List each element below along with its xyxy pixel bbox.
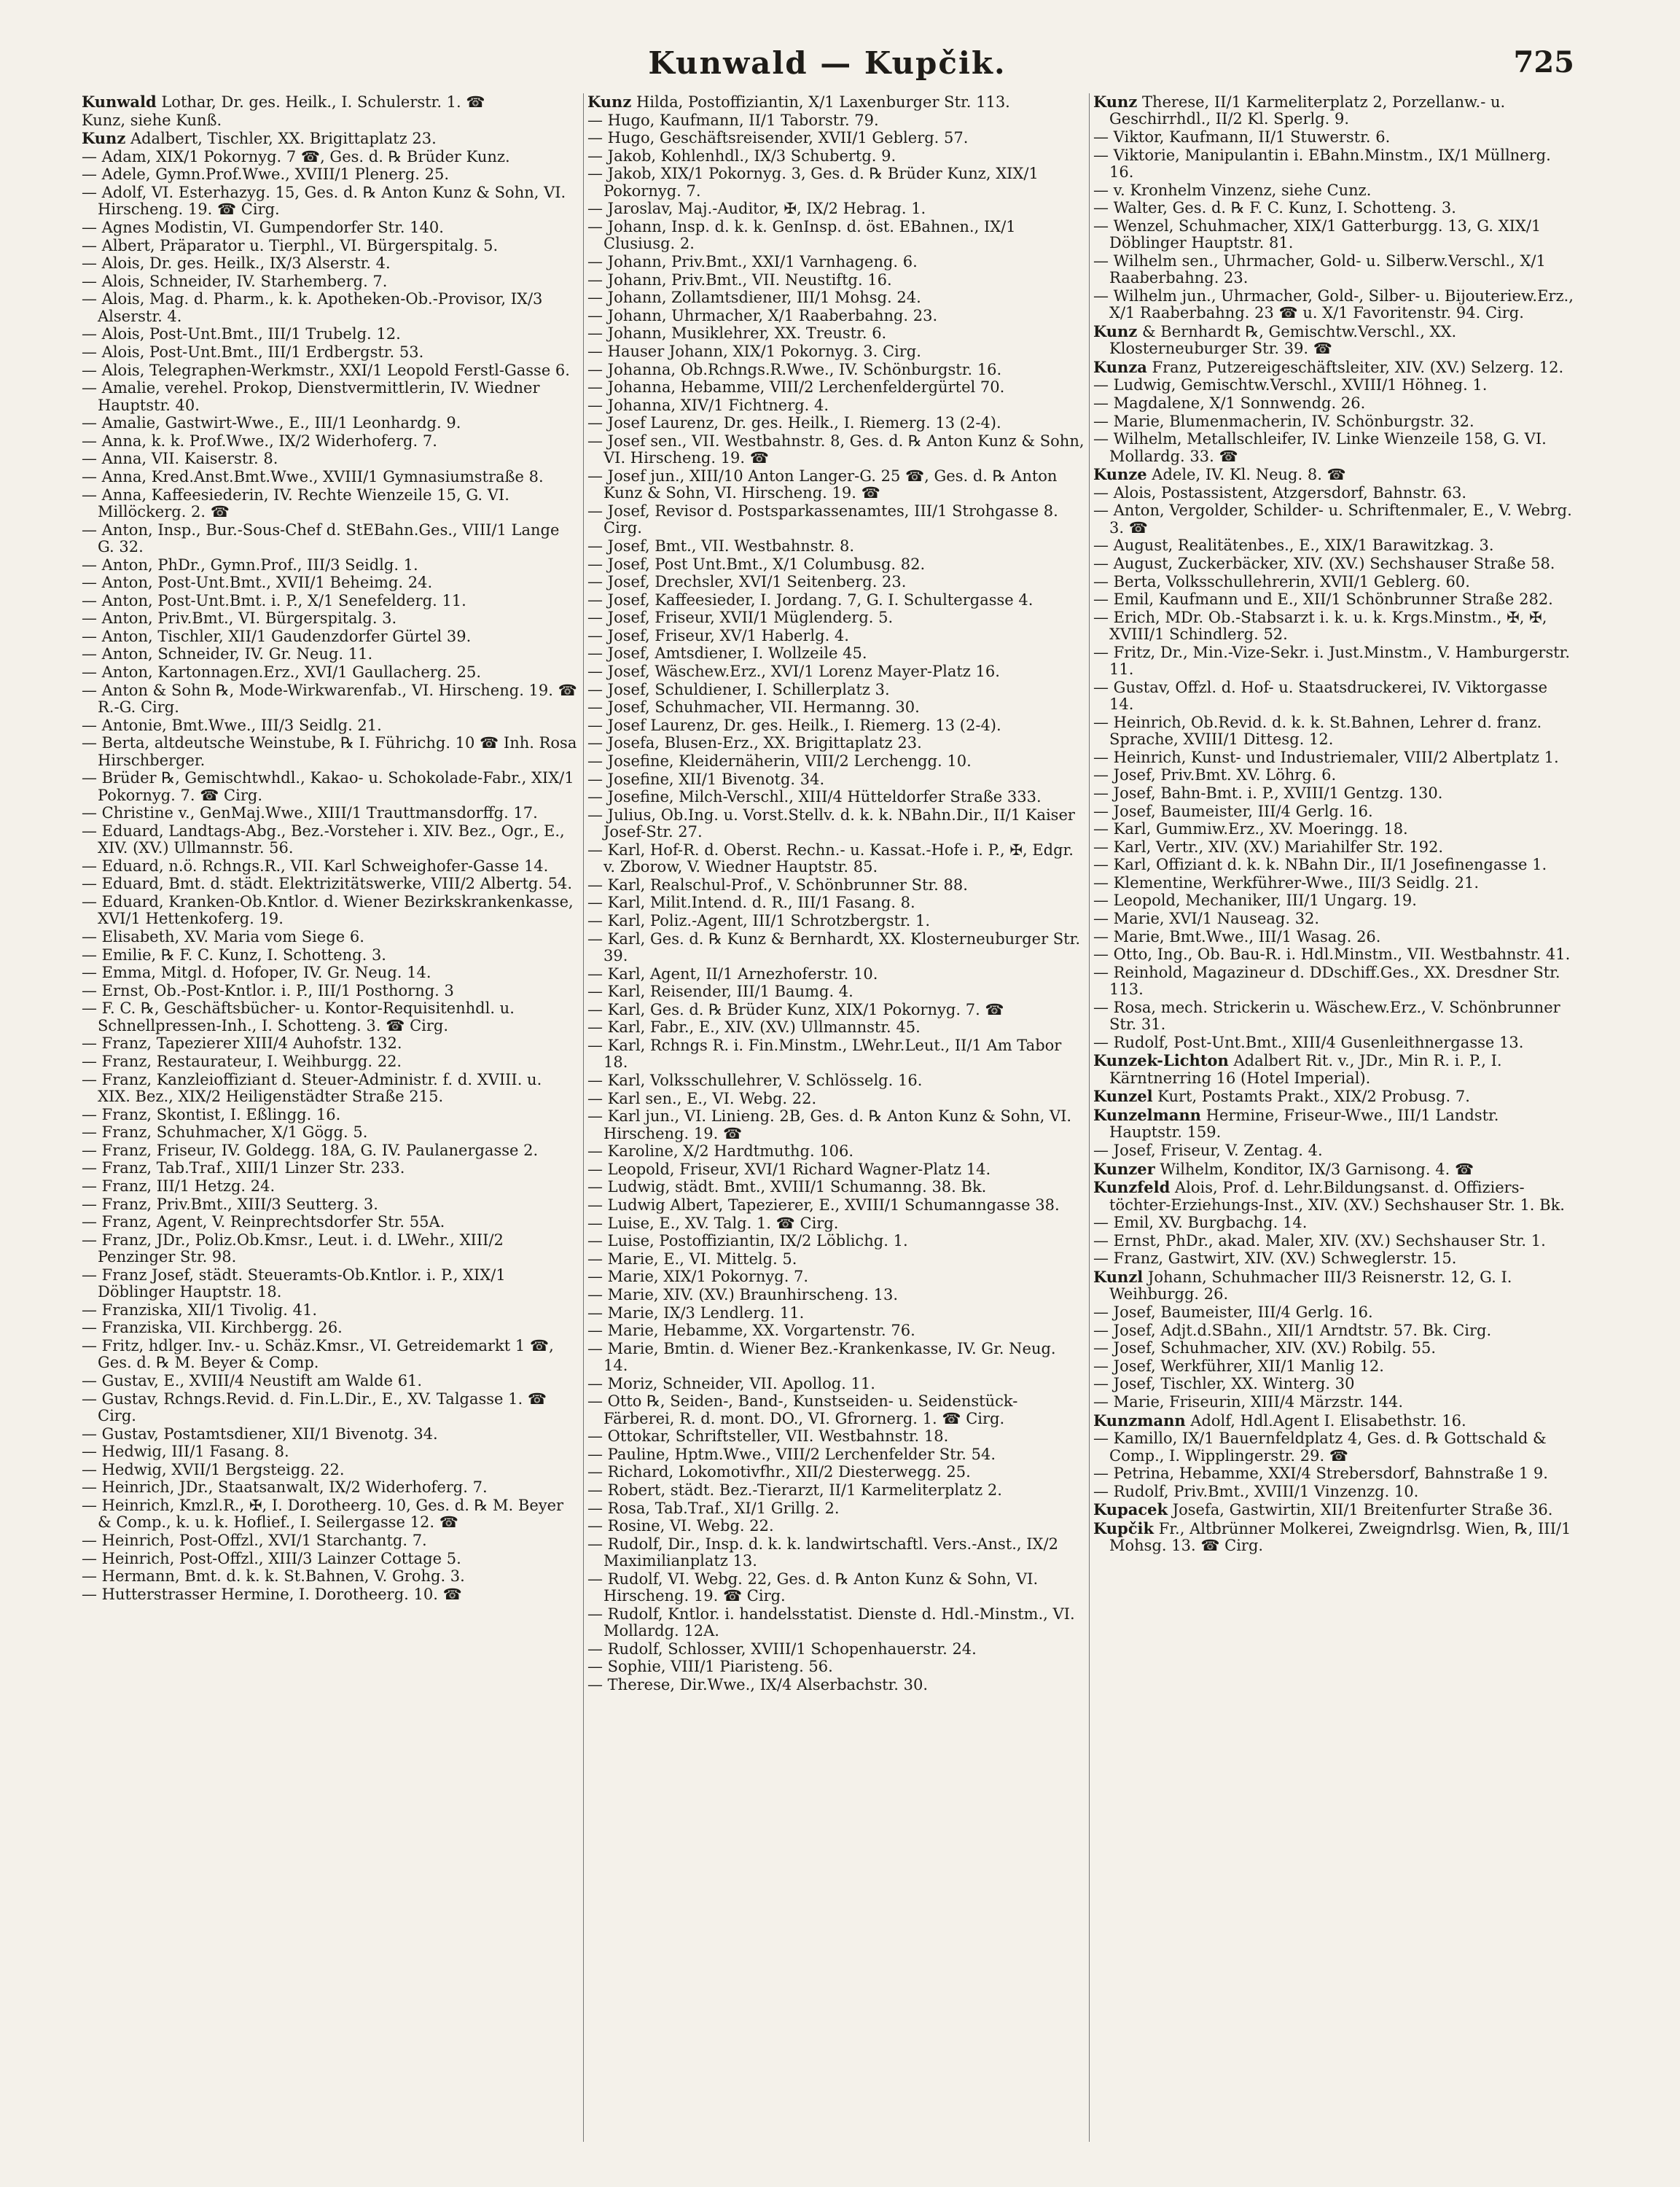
directory-entry: — Rudolf, Kntlor. i. handelsstatist. Dienste d. Hdl.-Minstm., VI. Mollardg. 12A. (587, 1605, 1075, 1640)
directory-entry: — Franz, Schuhmacher, X/1 Gögg. 5. (82, 1123, 368, 1142)
directory-entry: — Karl, Agent, II/1 Arnezhoferstr. 10. (587, 964, 878, 983)
directory-entry: Kunwald Lothar, Dr. ges. Heilk., I. Schulerstr. 1. ☎ (82, 93, 485, 111)
directory-entry: — Alois, Schneider, IV. Starhemberg. 7. (82, 272, 388, 290)
directory-entry: — Reinhold, Magazineur d. DDschiff.Ges., XX. Dresdner Str. 113. (1093, 963, 1560, 999)
directory-entry: — F. C. ℞, Geschäftsbücher- u. Kontor-Requisitenhdl. u. Schnellpressen-Inh., I. Schotteng. 3. ☎ Cirg. (82, 999, 515, 1034)
directory-entry: — Karl, Ges. d. ℞ Brüder Kunz, XIX/1 Pokornyg. 7. ☎ (587, 1000, 1004, 1018)
directory-entry: — Walter, Ges. d. ℞ F. C. Kunz, I. Schotteng. 3. (1093, 199, 1456, 217)
directory-entry: — Robert, städt. Bez.-Tierarzt, II/1 Karmeliterplatz 2. (587, 1481, 1002, 1500)
directory-entry: — Alois, Dr. ges. Heilk., IX/3 Alserstr. 4. (82, 254, 391, 273)
directory-entry: — Marie, XVI/1 Nauseag. 32. (1093, 910, 1320, 928)
directory-entry: — Karl, Offiziant d. k. k. NBahn Dir., II/1 Josefinengasse 1. (1093, 856, 1547, 874)
directory-entry: — Alois, Postassistent, Atzgersdorf, Bahnstr. 63. (1093, 483, 1467, 502)
directory-entry: — Fritz, Dr., Min.-Vize-Sekr. i. Just.Minstm., V. Hamburgerstr. 11. (1093, 643, 1571, 679)
directory-entry: — Karl, Poliz.-Agent, III/1 Schrotzbergstr. 1. (587, 912, 931, 929)
directory-entry: — Josef, Baumeister, III/4 Gerlg. 16. (1093, 802, 1373, 820)
directory-entry: — Marie, Hebamme, XX. Vorgartenstr. 76. (587, 1322, 915, 1340)
directory-entry: — Franz, JDr., Poliz.Ob.Kmsr., Leut. i. d. LWehr., XIII/2 Penzinger Str. 98. (82, 1231, 504, 1266)
directory-entry: — Marie, Blumenmacherin, IV. Schönburgstr. 32. (1093, 412, 1474, 430)
directory-entry: Kunzfeld Alois, Prof. d. Lehr.Bildungsanst. d. Offiziers-töchter-Erziehungs-Inst., XIV. (XV.) Sechshauser Str. 1. Bk. (1093, 1178, 1565, 1214)
directory-entry: — Rudolf, Dir., Insp. d. k. k. landwirtschaftl. Vers.-Anst., IX/2 Maximilianplatz 13. (587, 1535, 1058, 1570)
directory-entry: — Emma, Mitgl. d. Hofoper, IV. Gr. Neug. 14. (82, 964, 431, 982)
directory-entry: — Johann, Priv.Bmt., XXI/1 Varnhageng. 6. (587, 252, 918, 270)
directory-entry: — Anton, Post-Unt.Bmt., XVII/1 Beheimg. 24. (82, 574, 433, 592)
directory-entry: — Josef, Tischler, XX. Winterg. 30 (1093, 1375, 1355, 1393)
directory-entry: — Anton, Insp., Bur.-Sous-Chef d. StEBahn.Ges., VIII/1 Lange G. 32. (82, 521, 560, 555)
directory-entry: — Wilhelm jun., Uhrmacher, Gold-, Silber- u. Bijouteriew.Erz., X/1 Raaberbahng. 23 ☎ u. X/1 Favoritenstr. 94. Cirg. (1093, 286, 1574, 322)
directory-entry: — Franz, Friseur, IV. Goldegg. 18A, G. IV. Paulanergasse 2. (82, 1141, 539, 1159)
directory-entry: Kunz Hilda, Postoffiziantin, X/1 Laxenburger Str. 113. (587, 93, 1010, 111)
directory-entry: — Josef, Priv.Bmt. XV. Löhrg. 6. (1093, 766, 1337, 784)
directory-entry: — Franz, Priv.Bmt., XIII/3 Seutterg. 3. (82, 1195, 378, 1213)
directory-entry: Kunzel Kurt, Postamts Prakt., XIX/2 Probusg. 7. (1093, 1087, 1470, 1106)
directory-entry: — Anna, k. k. Prof.Wwe., IX/2 Widerhoferg. 7. (82, 432, 437, 450)
directory-entry: — Gustav, Postamtsdiener, XII/1 Bivenotg. 34. (82, 1424, 438, 1443)
directory-entry: — Marie, Bmtin. d. Wiener Bez.-Krankenkasse, IV. Gr. Neug. 14. (587, 1339, 1056, 1375)
directory-entry: — Johann, Insp. d. k. k. GenInsp. d. öst. EBahnen., IX/1 Clusiusg. 2. (587, 217, 1016, 253)
directory-entry: — Jakob, Kohlenhdl., IX/3 Schubertg. 9. (587, 147, 896, 165)
directory-entry: — v. Kronhelm Vinzenz, siehe Cunz. (1093, 181, 1372, 199)
directory-entry: — Johann, Priv.Bmt., VII. Neustiftg. 16. (587, 270, 892, 289)
directory-entry: — Josef, Kaffeesieder, I. Jordang. 7, G. I. Schultergasse 4. (587, 590, 1034, 609)
directory-entry: — Josefa, Blusen-Erz., XX. Brigittaplatz 23. (587, 734, 922, 752)
directory-entry: — Josef Laurenz, Dr. ges. Heilk., I. Riemerg. 13 (2-4). (587, 716, 1001, 734)
directory-entry: — Karl, Rchngs R. i. Fin.Minstm., LWehr.Leut., II/1 Am Tabor 18. (587, 1036, 1062, 1072)
directory-entry: — Josef, Post Unt.Bmt., X/1 Columbusg. 82. (587, 555, 926, 573)
directory-entry: — Josef, Schuhmacher, XIV. (XV.) Robilg. 55. (1093, 1339, 1437, 1357)
directory-entry: — Wenzel, Schuhmacher, XIX/1 Gatterburgg. 13, G. XIX/1 Döblinger Hauptstr. 81. (1093, 217, 1542, 252)
directory-entry: — Brüder ℞, Gemischtwhdl., Kakao- u. Schokolade-Fabr., XIX/1 Pokornyg. 7. ☎ Cirg. (82, 769, 574, 804)
directory-entry: — Ludwig, städt. Bmt., XVIII/1 Schumanng. 38. Bk. (587, 1178, 987, 1196)
directory-entry: — Emil, XV. Burgbachg. 14. (1093, 1214, 1308, 1232)
page-number: 725 (1513, 45, 1574, 79)
directory-entry: — Amalie, Gastwirt-Wwe., E., III/1 Leonhardg. 9. (82, 414, 461, 432)
directory-entry: — Heinrich, Post-Offzl., XVI/1 Starchantg. 7. (82, 1531, 427, 1549)
directory-entry: — Petrina, Hebamme, XXI/4 Strebersdorf, Bahnstraße 1 9. (1093, 1465, 1548, 1483)
directory-entry: Kunz, siehe Kunß. (82, 111, 222, 129)
directory-entry: — Marie, Friseurin, XIII/4 Märzstr. 144. (1093, 1392, 1404, 1411)
directory-entry: — Erich, MDr. Ob.-Stabsarzt i. k. u. k. Krgs.Minstm., ✠, ✠, XVIII/1 Schindlerg. 52. (1093, 608, 1547, 644)
directory-entry: — Fritz, hdlger. Inv.- u. Schäz.Kmsr., VI. Getreidemarkt 1 ☎, Ges. d. ℞ M. Beyer & Comp. (82, 1336, 554, 1372)
directory-entry: — Heinrich, JDr., Staatsanwalt, IX/2 Widerhoferg. 7. (82, 1478, 488, 1497)
directory-entry: — Franz, Restaurateur, I. Weihburgg. 22. (82, 1053, 402, 1070)
directory-entry: — Johanna, Hebamme, VIII/2 Lerchenfeldergürtel 70. (587, 378, 1005, 397)
directory-entry: — Anton, Post-Unt.Bmt. i. P., X/1 Senefelderg. 11. (82, 591, 466, 609)
directory-entry: Kupacek Josefa, Gastwirtin, XII/1 Breitenfurter Straße 36. (1093, 1500, 1553, 1519)
directory-entry: — Hermann, Bmt. d. k. k. St.Bahnen, V. Grohg. 3. (82, 1567, 465, 1586)
directory-entry: — Anna, Kaffeesiederin, IV. Rechte Wienzeile 15, G. VI. Millöckerg. 2. ☎ (82, 486, 509, 521)
directory-entry: — Franz, Skontist, I. Eßlingg. 16. (82, 1105, 341, 1123)
directory-entry: Kunz Adalbert, Tischler, XX. Brigittaplatz 23. (82, 129, 437, 148)
directory-entry: — Heinrich, Post-Offzl., XIII/3 Lainzer Cottage 5. (82, 1549, 461, 1567)
directory-entry: — Josef, Baumeister, III/4 Gerlg. 16. (1093, 1303, 1373, 1321)
directory-entry: — Anton, PhDr., Gymn.Prof., III/3 Seidlg. 1. (82, 555, 418, 574)
directory-entry: Kunzmann Adolf, Hdl.Agent I. Elisabethstr. 16. (1093, 1411, 1466, 1430)
directory-entry: — Berta, Volksschullehrerin, XVII/1 Geblerg. 60. (1093, 572, 1470, 590)
directory-entry: — Anna, VII. Kaiserstr. 8. (82, 450, 278, 468)
directory-entry: — Luise, Postoffiziantin, IX/2 Löblichg. 1. (587, 1232, 908, 1250)
directory-entry: — Franz, III/1 Hetzg. 24. (82, 1177, 276, 1195)
directory-entry: Kunze Adele, IV. Kl. Neug. 8. ☎ (1093, 465, 1346, 484)
directory-entry: — Sophie, VIII/1 Piaristeng. 56. (587, 1658, 833, 1676)
column-1 (82, 93, 579, 2142)
directory-entry: — Josef, Wäschew.Erz., XVI/1 Lorenz Mayer-Platz 16. (587, 663, 1000, 681)
directory-entry: — Karl sen., E., VI. Webg. 22. (587, 1089, 817, 1107)
directory-entry: — Anton, Kartonnagen.Erz., XVI/1 Gaullacherg. 25. (82, 663, 481, 682)
directory-entry: — Karl, Fabr., E., XIV. (XV.) Ullmannstr. 45. (587, 1018, 921, 1037)
directory-entry: — Karl, Volksschullehrer, V. Schlösselg. 16. (587, 1071, 923, 1089)
directory-entry: Kunza Franz, Putzereigeschäftsleiter, XIV. (XV.) Selzerg. 12. (1093, 357, 1564, 376)
directory-entry: Kunz Therese, II/1 Karmeliterplatz 2, Porzellanw.- u. Geschirrhdl., II/2 Kl. Sperlg. 9. (1093, 93, 1506, 128)
directory-entry: — Berta, altdeutsche Weinstube, ℞ I. Führichg. 10 ☎ Inh. Rosa Hirschberger. (82, 734, 577, 769)
directory-entry: — Josef, Revisor d. Postsparkassenamtes, III/1 Strohgasse 8. Cirg. (587, 502, 1058, 537)
directory-entry: — August, Zuckerbäcker, XIV. (XV.) Sechshauser Straße 58. (1093, 554, 1555, 572)
directory-entry: — Albert, Präparator u. Tierphl., VI. Bürgerspitalg. 5. (82, 236, 499, 254)
directory-entry: — Marie, IX/3 Lendlerg. 11. (587, 1303, 805, 1322)
directory-entry: — Adele, Gymn.Prof.Wwe., XVIII/1 Plenerg. 25. (82, 165, 450, 184)
directory-entry: — Adam, XIX/1 Pokornyg. 7 ☎, Ges. d. ℞ Brüder Kunz. (82, 147, 510, 165)
directory-entry: — Josef, Friseur, XV/1 Haberlg. 4. (587, 626, 849, 644)
directory-entry: — Marie, Bmt.Wwe., III/1 Wasag. 26. (1093, 927, 1381, 946)
directory-entry: — Franziska, VII. Kirchbergg. 26. (82, 1319, 343, 1337)
directory-entry: — Josef, Amtsdiener, I. Wollzeile 45. (587, 644, 867, 663)
directory-entry: — Heinrich, Ob.Revid. d. k. k. St.Bahnen, Lehrer d. franz. Sprache, XVIII/1 Dittesg. 12. (1093, 713, 1542, 749)
directory-entry: — Elisabeth, XV. Maria vom Siege 6. (82, 928, 364, 946)
directory-entry: — Gustav, Offzl. d. Hof- u. Staatsdruckerei, IV. Viktorgasse 14. (1093, 678, 1548, 714)
directory-entry: — Anton & Sohn ℞, Mode-Wirkwarenfab., VI. Hirscheng. 19. ☎ R.-G. Cirg. (82, 681, 577, 717)
directory-entry: — Josefine, XII/1 Bivenotg. 34. (587, 770, 825, 788)
directory-entry: — Anton, Priv.Bmt., VI. Bürgerspitalg. 3. (82, 609, 397, 628)
directory-entry: — Rudolf, Priv.Bmt., XVIII/1 Vinzenzg. 10. (1093, 1482, 1419, 1500)
directory-entry: — Amalie, verehel. Prokop, Dienstvermittlerin, IV. Wiedner Hauptstr. 40. (82, 379, 540, 414)
directory-entry: — Marie, E., VI. Mittelg. 5. (587, 1250, 797, 1268)
directory-entry: — Rudolf, Schlosser, XVIII/1 Schopenhauerstr. 24. (587, 1640, 977, 1658)
directory-entry: — Josef, Schuldiener, I. Schillerplatz 3. (587, 680, 890, 698)
directory-entry: — Otto, Ing., Ob. Bau-R. i. Hdl.Minstm., VII. Westbahnstr. 41. (1093, 946, 1571, 964)
directory-entry: — Johanna, Ob.Rchngs.R.Wwe., IV. Schönburgstr. 16. (587, 360, 1002, 378)
directory-entry: — Johann, Uhrmacher, X/1 Raaberbahng. 23. (587, 306, 938, 324)
directory-entry: — Karl, Milit.Intend. d. R., III/1 Fasang. 8. (587, 894, 915, 912)
directory-entry: — Ludwig, Gemischtw.Verschl., XVIII/1 Höhneg. 1. (1093, 376, 1488, 394)
columns (82, 93, 1576, 2142)
directory-entry: — Kamillo, IX/1 Bauernfeldplatz 4, Ges. d. ℞ Gottschald & Comp., I. Wipplingerstr. 29. ☎ (1093, 1430, 1547, 1465)
directory-entry: — Antonie, Bmt.Wwe., III/3 Seidlg. 21. (82, 716, 382, 734)
directory-entry: — Karoline, X/2 Hardtmuthg. 106. (587, 1142, 854, 1161)
directory-entry: — Karl, Vertr., XIV. (XV.) Mariahilfer Str. 192. (1093, 838, 1443, 856)
directory-entry: — Josef, Werkführer, XII/1 Manlig 12. (1093, 1357, 1384, 1375)
page-title: Kunwald — Kupčik. (648, 45, 1007, 81)
directory-entry: — Alois, Mag. d. Pharm., k. k. Apotheken-Ob.-Provisor, IX/3 Alserstr. 4. (82, 290, 543, 325)
directory-entry: — Julius, Ob.Ing. u. Vorst.Stellv. d. k. k. NBahn.Dir., II/1 Kaiser Josef-Str. 27. (587, 806, 1075, 841)
directory-entry: — Franz, Agent, V. Reinprechtsdorfer Str. 55A. (82, 1213, 445, 1231)
directory-entry: — Magdalene, X/1 Sonnwendg. 26. (1093, 394, 1366, 412)
directory-entry: — Gustav, E., XVIII/4 Neustift am Walde 61. (82, 1371, 423, 1389)
directory-entry: — Karl jun., VI. Linieng. 2B, Ges. d. ℞ Anton Kunz & Sohn, VI. Hirscheng. 19. ☎ (587, 1107, 1072, 1142)
directory-entry: — Josefine, Milch-Verschl., XIII/4 Hütteldorfer Straße 333. (587, 788, 1042, 806)
directory-entry: — Franz, Tapezierer XIII/4 Auhofstr. 132. (82, 1034, 402, 1053)
directory-entry: — Hedwig, III/1 Fasang. 8. (82, 1443, 289, 1461)
directory-entry: — Karl, Realschul-Prof., V. Schönbrunner Str. 88. (587, 876, 968, 894)
directory-entry: — Anton, Schneider, IV. Gr. Neug. 11. (82, 645, 373, 663)
directory-entry: — Leopold, Mechaniker, III/1 Ungarg. 19. (1093, 892, 1417, 910)
directory-entry: — Alois, Post-Unt.Bmt., III/1 Erdbergstr. 53. (82, 343, 424, 361)
directory-entry: — Marie, XIV. (XV.) Braunhirscheng. 13. (587, 1285, 899, 1303)
directory-entry: — Luise, E., XV. Talg. 1. ☎ Cirg. (587, 1214, 839, 1232)
directory-entry: — Josef, Friseur, XVII/1 Müglenderg. 5. (587, 609, 894, 627)
directory-entry: — Josefine, Kleidernäherin, VIII/2 Lerchengg. 10. (587, 752, 972, 771)
directory-entry: — Emil, Kaufmann und E., XII/1 Schönbrunner Straße 282. (1093, 590, 1553, 609)
directory-entry: — Klementine, Werkführer-Wwe., III/3 Seidlg. 21. (1093, 873, 1480, 892)
directory-entry: — Eduard, n.ö. Rchngs.R., VII. Karl Schweighofer-Gasse 14. (82, 857, 549, 875)
directory-entry: — Karl, Gummiw.Erz., XV. Moeringg. 18. (1093, 820, 1408, 838)
directory-entry: Kunzer Wilhelm, Konditor, IX/3 Garnisong. 4. ☎ (1093, 1159, 1474, 1178)
directory-entry: — Jaroslav, Maj.-Auditor, ✠, IX/2 Hebrag. 1. (587, 200, 926, 218)
directory-entry: — Rosa, Tab.Traf., XI/1 Grillg. 2. (587, 1499, 840, 1517)
directory-entry: — Rudolf, VI. Webg. 22, Ges. d. ℞ Anton Kunz & Sohn, VI. Hirscheng. 19. ☎ Cirg. (587, 1570, 1039, 1605)
directory-entry: — Franz, Tab.Traf., XIII/1 Linzer Str. 233. (82, 1159, 405, 1177)
directory-entry: — Josef, Bahn-Bmt. i. P., XVIII/1 Gentzg. 130. (1093, 784, 1443, 802)
directory-entry: Kupčik Fr., Altbrünner Molkerei, Zweigndrlsg. Wien, ℞, III/1 Mohsg. 13. ☎ Cirg. (1093, 1519, 1571, 1555)
directory-entry: — Eduard, Kranken-Ob.Kntlor. d. Wiener Bezirkskrankenkasse, XVI/1 Hettenkoferg. 19. (82, 893, 574, 928)
directory-entry: — Hauser Johann, XIX/1 Pokornyg. 3. Cirg. (587, 342, 921, 360)
directory-entry: — Ernst, Ob.-Post-Kntlor. i. P., III/1 Posthorng. 3 (82, 981, 454, 999)
directory-entry: Kunzek-Lichton Adalbert Rit. v., JDr., Min R. i. P., I. Kärntnerring 16 (Hotel Imperial). (1093, 1051, 1502, 1087)
directory-entry: — Josef jun., XIII/10 Anton Langer-G. 25 ☎, Ges. d. ℞ Anton Kunz & Sohn, VI. Hirscheng. 19. ☎ (587, 467, 1058, 502)
directory-entry: — Franz, Kanzleioffiziant d. Steuer-Administr. f. d. XVIII. u. XIX. Bez., XIX/2 Heiligenstädter Straße 215. (82, 1070, 542, 1105)
directory-entry: — Moriz, Schneider, VII. Apollog. 11. (587, 1374, 875, 1392)
directory-entry: Kunzl Johann, Schuhmacher III/3 Reisnerstr. 12, G. I. Weihburgg. 26. (1093, 1268, 1512, 1303)
directory-entry: — Adolf, VI. Esterhazyg. 15, Ges. d. ℞ Anton Kunz & Sohn, VI. Hirscheng. 19. ☎ Cirg. (82, 183, 566, 219)
directory-entry: — Hedwig, XVII/1 Bergsteigg. 22. (82, 1460, 345, 1478)
directory-entry: — Johann, Musiklehrer, XX. Treustr. 6. (587, 324, 887, 343)
directory-entry: — Johann, Zollamtsdiener, III/1 Mohsg. 24. (587, 289, 921, 307)
directory-entry: — Josef, Adjt.d.SBahn., XII/1 Arndtstr. 57. Bk. Cirg. (1093, 1321, 1492, 1339)
directory-entry: — Emilie, ℞ F. C. Kunz, I. Schotteng. 3. (82, 946, 386, 964)
directory-entry: — Wilhelm sen., Uhrmacher, Gold- u. Silberw.Verschl., X/1 Raaberbahng. 23. (1093, 252, 1546, 287)
directory-entry: — Josef, Schuhmacher, VII. Hermanng. 30. (587, 698, 920, 717)
directory-entry: — Richard, Lokomotivfhr., XII/2 Diesterwegg. 25. (587, 1463, 971, 1481)
directory-entry: — Franz Josef, städt. Steueramts-Ob.Kntlor. i. P., XIX/1 Döblinger Hauptstr. 18. (82, 1266, 506, 1301)
directory-entry: — Alois, Telegraphen-Werkmstr., XXI/1 Leopold Ferstl-Gasse 6. (82, 361, 570, 379)
directory-entry: — Johanna, XIV/1 Fichtnerg. 4. (587, 396, 829, 414)
directory-entry: — Marie, XIX/1 Pokornyg. 7. (587, 1268, 809, 1286)
directory-entry: — Josef sen., VII. Westbahnstr. 8, Ges. d. ℞ Anton Kunz & Sohn, VI. Hirscheng. 19. ☎ (587, 432, 1085, 467)
page-header (80, 45, 1574, 89)
directory-entry: — Karl, Ges. d. ℞ Kunz & Bernhardt, XX. Klosterneuburger Str. 39. (587, 929, 1081, 964)
directory-entry: — Franz, Gastwirt, XIV. (XV.) Schweglerstr. 15. (1093, 1250, 1457, 1268)
directory-entry: — Heinrich, Kunst- und Industriemaler, VIII/2 Albertplatz 1. (1093, 748, 1559, 766)
directory-entry: — Anna, Kred.Anst.Bmt.Wwe., XVIII/1 Gymnasiumstraße 8. (82, 467, 544, 486)
directory-entry: — Hugo, Kaufmann, II/1 Taborstr. 79. (587, 111, 879, 129)
directory-entry: — Karl, Reisender, III/1 Baumg. 4. (587, 983, 853, 1001)
directory-entry: — Franziska, XII/1 Tivolig. 41. (82, 1301, 317, 1319)
directory-entry: — Hugo, Geschäftsreisender, XVII/1 Geblerg. 57. (587, 129, 969, 147)
directory-entry: — Wilhelm, Metallschleifer, IV. Linke Wienzeile 158, G. VI. Mollardg. 33. ☎ (1093, 430, 1547, 465)
directory-entry: — Josef Laurenz, Dr. ges. Heilk., I. Riemerg. 13 (2-4). (587, 414, 1001, 432)
directory-entry: — Ernst, PhDr., akad. Maler, XIV. (XV.) Sechshauser Str. 1. (1093, 1231, 1546, 1250)
directory-entry: — Leopold, Friseur, XVI/1 Richard Wagner-Platz 14. (587, 1160, 991, 1178)
directory-entry: — Rudolf, Post-Unt.Bmt., XIII/4 Gusenleithnergasse 13. (1093, 1033, 1524, 1051)
directory-entry: — Gustav, Rchngs.Revid. d. Fin.L.Dir., E., XV. Talgasse 1. ☎ Cirg. (82, 1389, 547, 1424)
directory-entry: — Pauline, Hptm.Wwe., VIII/2 Lerchenfelder Str. 54. (587, 1445, 996, 1463)
directory-entry: — Eduard, Bmt. d. städt. Elektrizitätswerke, VIII/2 Albertg. 54. (82, 875, 573, 893)
directory-entry: — Jakob, XIX/1 Pokornyg. 3, Ges. d. ℞ Brüder Kunz, XIX/1 Pokornyg. 7. (587, 165, 1039, 200)
directory-entry: — Anton, Tischler, XII/1 Gaudenzdorfer Gürtel 39. (82, 627, 472, 645)
column-2 (587, 93, 1085, 2142)
directory-entry: Kunz & Bernhardt ℞, Gemischtw.Verschl., XX. Klosterneuburger Str. 39. ☎ (1093, 321, 1457, 358)
directory-entry: — August, Realitätenbes., E., XIX/1 Barawitzkag. 3. (1093, 537, 1494, 555)
directory-entry: — Therese, Dir.Wwe., IX/4 Alserbachstr. 30. (587, 1676, 929, 1694)
directory-entry: — Rosa, mech. Strickerin u. Wäschew.Erz., V. Schönbrunner Str. 31. (1093, 998, 1560, 1034)
column-3 (1093, 93, 1576, 2142)
directory-entry: — Viktorie, Manipulantin i. EBahn.Minstm., IX/1 Müllnerg. 16. (1093, 146, 1551, 181)
directory-entry: — Josef, Drechsler, XVI/1 Seitenberg. 23. (587, 573, 907, 591)
directory-entry: — Josef, Friseur, V. Zentag. 4. (1093, 1142, 1323, 1160)
directory-entry: — Heinrich, Kmzl.R., ✠, I. Dorotheerg. 10, Ges. d. ℞ M. Beyer & Comp., k. u. k. Hoflief., I. Seilergasse 12. ☎ (82, 1496, 564, 1532)
directory-entry: — Viktor, Kaufmann, II/1 Stuwerstr. 6. (1093, 128, 1391, 146)
directory-entry: — Anton, Vergolder, Schilder- u. Schriftenmaler, E., V. Webrg. 3. ☎ (1093, 502, 1572, 537)
directory-entry: — Otto ℞, Seiden-, Band-, Kunstseiden- u. Seidenstück-Färberei, R. d. mont. DO., VI. Gfrornerg. 1. ☎ Cirg. (587, 1392, 1018, 1427)
directory-entry: — Agnes Modistin, VI. Gumpendorfer Str. 140. (82, 218, 444, 236)
directory-entry: Kunzelmann Hermine, Friseur-Wwe., III/1 Landstr. Hauptstr. 159. (1093, 1106, 1499, 1142)
directory-entry: — Josef, Bmt., VII. Westbahnstr. 8. (587, 537, 855, 555)
directory-entry: — Christine v., GenMaj.Wwe., XIII/1 Trauttmansdorffg. 17. (82, 804, 538, 822)
directory-entry: — Rosine, VI. Webg. 22. (587, 1517, 774, 1535)
directory-entry: — Hutterstrasser Hermine, I. Dorotheerg. 10. ☎ (82, 1585, 462, 1603)
directory-entry: — Ottokar, Schriftsteller, VII. Westbahnstr. 18. (587, 1427, 949, 1446)
directory-entry: — Ludwig Albert, Tapezierer, E., XVIII/1 Schumanngasse 38. (587, 1196, 1060, 1214)
directory-entry: — Karl, Hof-R. d. Oberst. Rechn.- u. Kassat.-Hofe i. P., ✠, Edgr. v. Zborow, V. Wiedner Hauptstr. 85. (587, 841, 1074, 876)
directory-entry: — Eduard, Landtags-Abg., Bez.-Vorsteher i. XIV. Bez., Ogr., E., XIV. (XV.) Ullmannstr. 56. (82, 822, 565, 857)
directory-entry: — Alois, Post-Unt.Bmt., III/1 Trubelg. 12. (82, 325, 401, 343)
